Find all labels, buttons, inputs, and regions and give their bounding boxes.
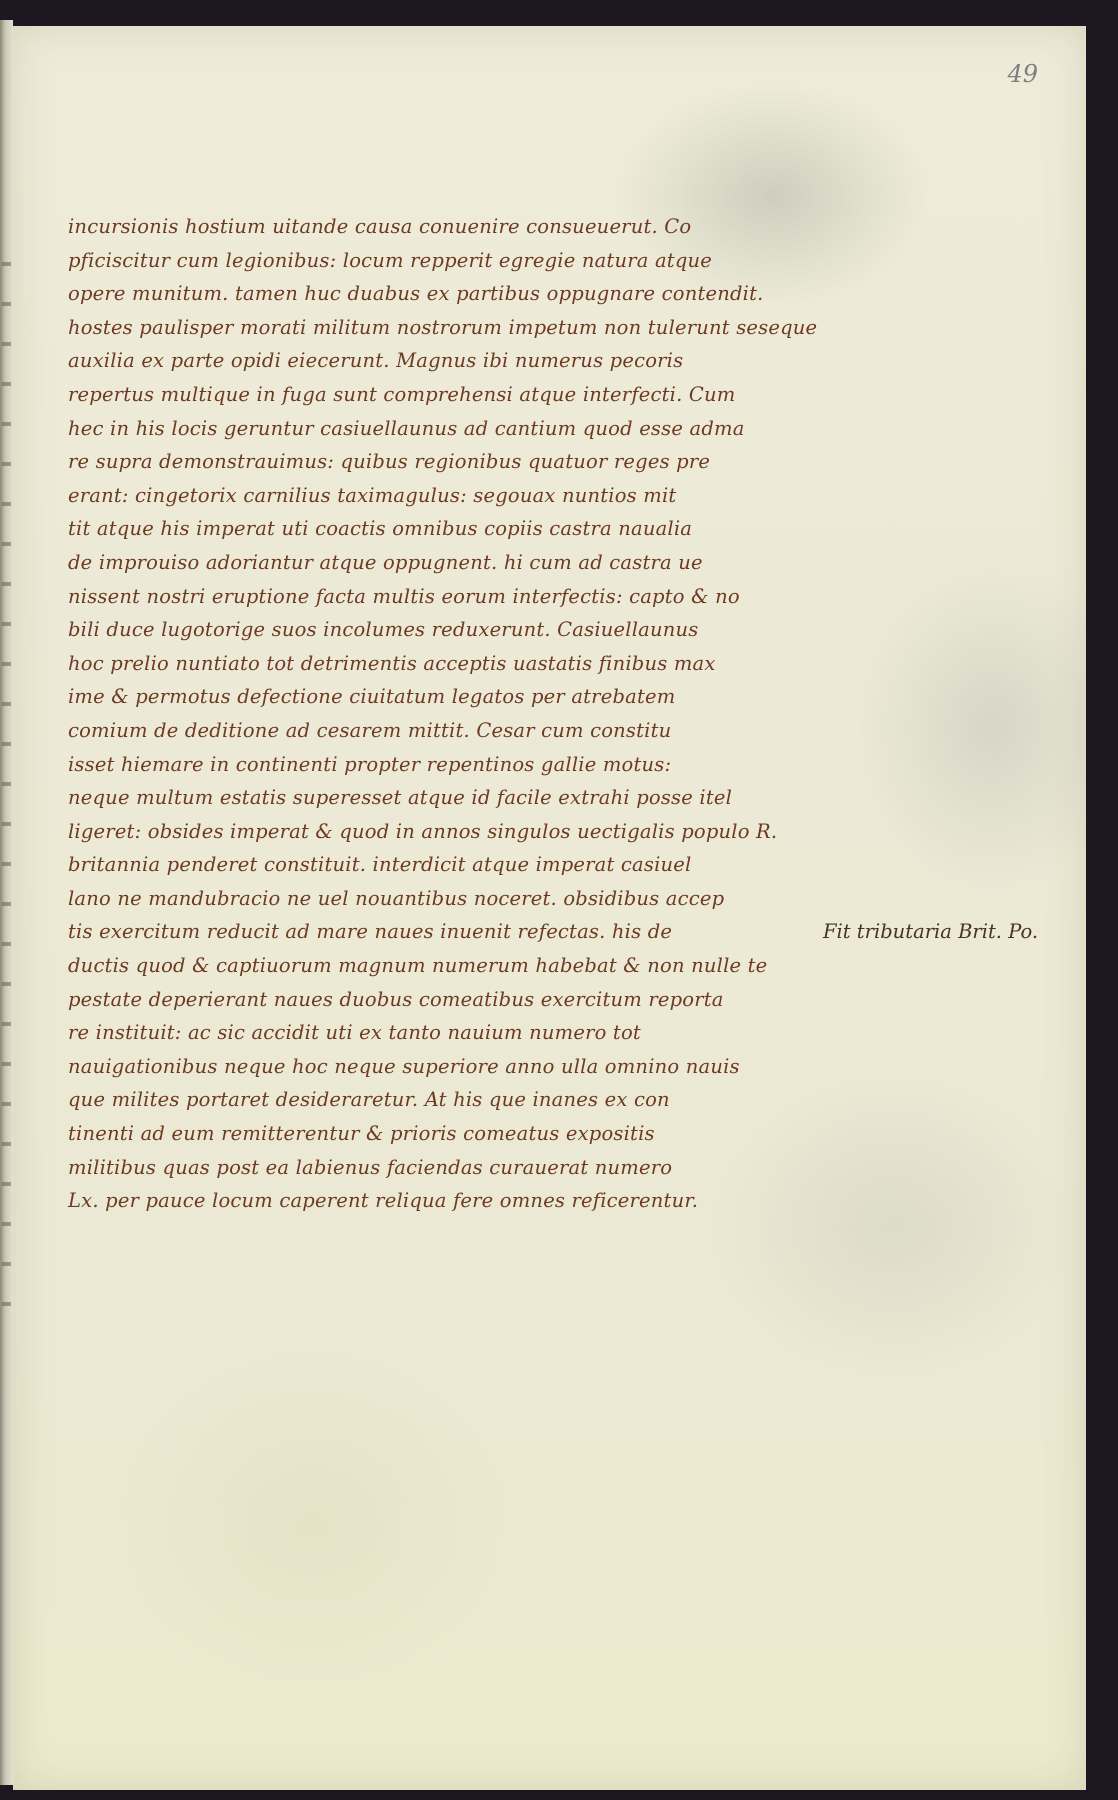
text-line: tinenti ad eum remitterentur & prioris comeatus expositis	[68, 1122, 655, 1146]
text-line: hec in his locis geruntur casiuellaunus ad cantium quod esse adma	[68, 416, 745, 440]
text-line: ime & permotus defectione ciuitatum legatos per atrebatem	[68, 685, 676, 709]
text-line: ductis quod & captiuorum magnum numerum habebat & non nulle te	[68, 954, 768, 978]
text-line: neque multum estatis superesset atque id facile extrahi posse itel	[68, 786, 733, 810]
folio-number: 49	[1007, 60, 1038, 88]
text-line: lano ne mandubracio ne uel nouantibus noceret. obsidibus accep	[68, 886, 725, 910]
text-line: nauigationibus neque hoc neque superiore anno ulla omnino nauis	[68, 1054, 740, 1078]
margin-note: Fit tributaria Brit. Po.	[823, 920, 1039, 943]
text-line: pficiscitur cum legionibus: locum repperit egregie natura atque	[68, 248, 713, 272]
text-line: opere munitum. tamen huc duabus ex partibus oppugnare contendit.	[68, 282, 764, 306]
text-line: comium de deditione ad cesarem mittit. Cesar cum constitu	[68, 718, 672, 742]
text-line: ligeret: obsides imperat & quod in annos singulos uectigalis populo R.	[68, 819, 778, 843]
text-line: hoc prelio nuntiato tot detrimentis acceptis uastatis finibus max	[68, 651, 716, 675]
text-line: repertus multique in fuga sunt comprehensi atque interfecti. Cum	[68, 382, 736, 406]
text-line: incursionis hostium uitande causa conuenire consueuerut. Co	[68, 215, 692, 238]
text-line: bili duce lugotorige suos incolumes reduxerunt. Casiuellaunus	[68, 618, 699, 642]
text-line: re instituit: ac sic accidit uti ex tanto nauium numero tot	[68, 1021, 641, 1045]
text-line: re supra demonstrauimus: quibus regionibus quatuor reges pre	[68, 450, 711, 474]
text-line: pestate deperierant naues duobus comeatibus exercitum reporta	[68, 987, 724, 1011]
text-line: hostes paulisper morati militum nostrorum impetum non tulerunt seseque	[68, 315, 818, 339]
text-line: tit atque his imperat uti coactis omnibus copiis castra naualia	[68, 517, 693, 541]
text-line: erant: cingetorix carnilius taximagulus: segouax nuntios mit	[68, 483, 677, 507]
text-line: Lx. per pauce locum caperent reliqua fere omnes reficerentur.	[68, 1189, 699, 1213]
text-line: tis exercitum reducit ad mare naues inuenit refectas. his de	[68, 920, 673, 944]
facing-page-text-fragments	[2, 240, 11, 1340]
facing-page-edge	[0, 20, 13, 1785]
text-line: que milites portaret desideraretur. At his que inanes ex con	[68, 1088, 670, 1112]
text-line: militibus quas post ea labienus faciendas curauerat numero	[68, 1155, 673, 1179]
parchment-leaf	[13, 26, 1086, 1790]
text-line: isset hiemare in continenti propter repentinos gallie motus:	[68, 752, 672, 776]
text-line: nissent nostri eruptione facta multis eorum interfectis: capto & no	[68, 584, 740, 608]
text-line: auxilia ex parte opidi eiecerunt. Magnus ibi numerus pecoris	[68, 349, 684, 373]
text-line: britannia penderet constituit. interdicit atque imperat casiuel	[68, 853, 692, 877]
text-line: de improuiso adoriantur atque oppugnent. hi cum ad castra ue	[68, 550, 703, 574]
main-text-block	[68, 210, 838, 1218]
